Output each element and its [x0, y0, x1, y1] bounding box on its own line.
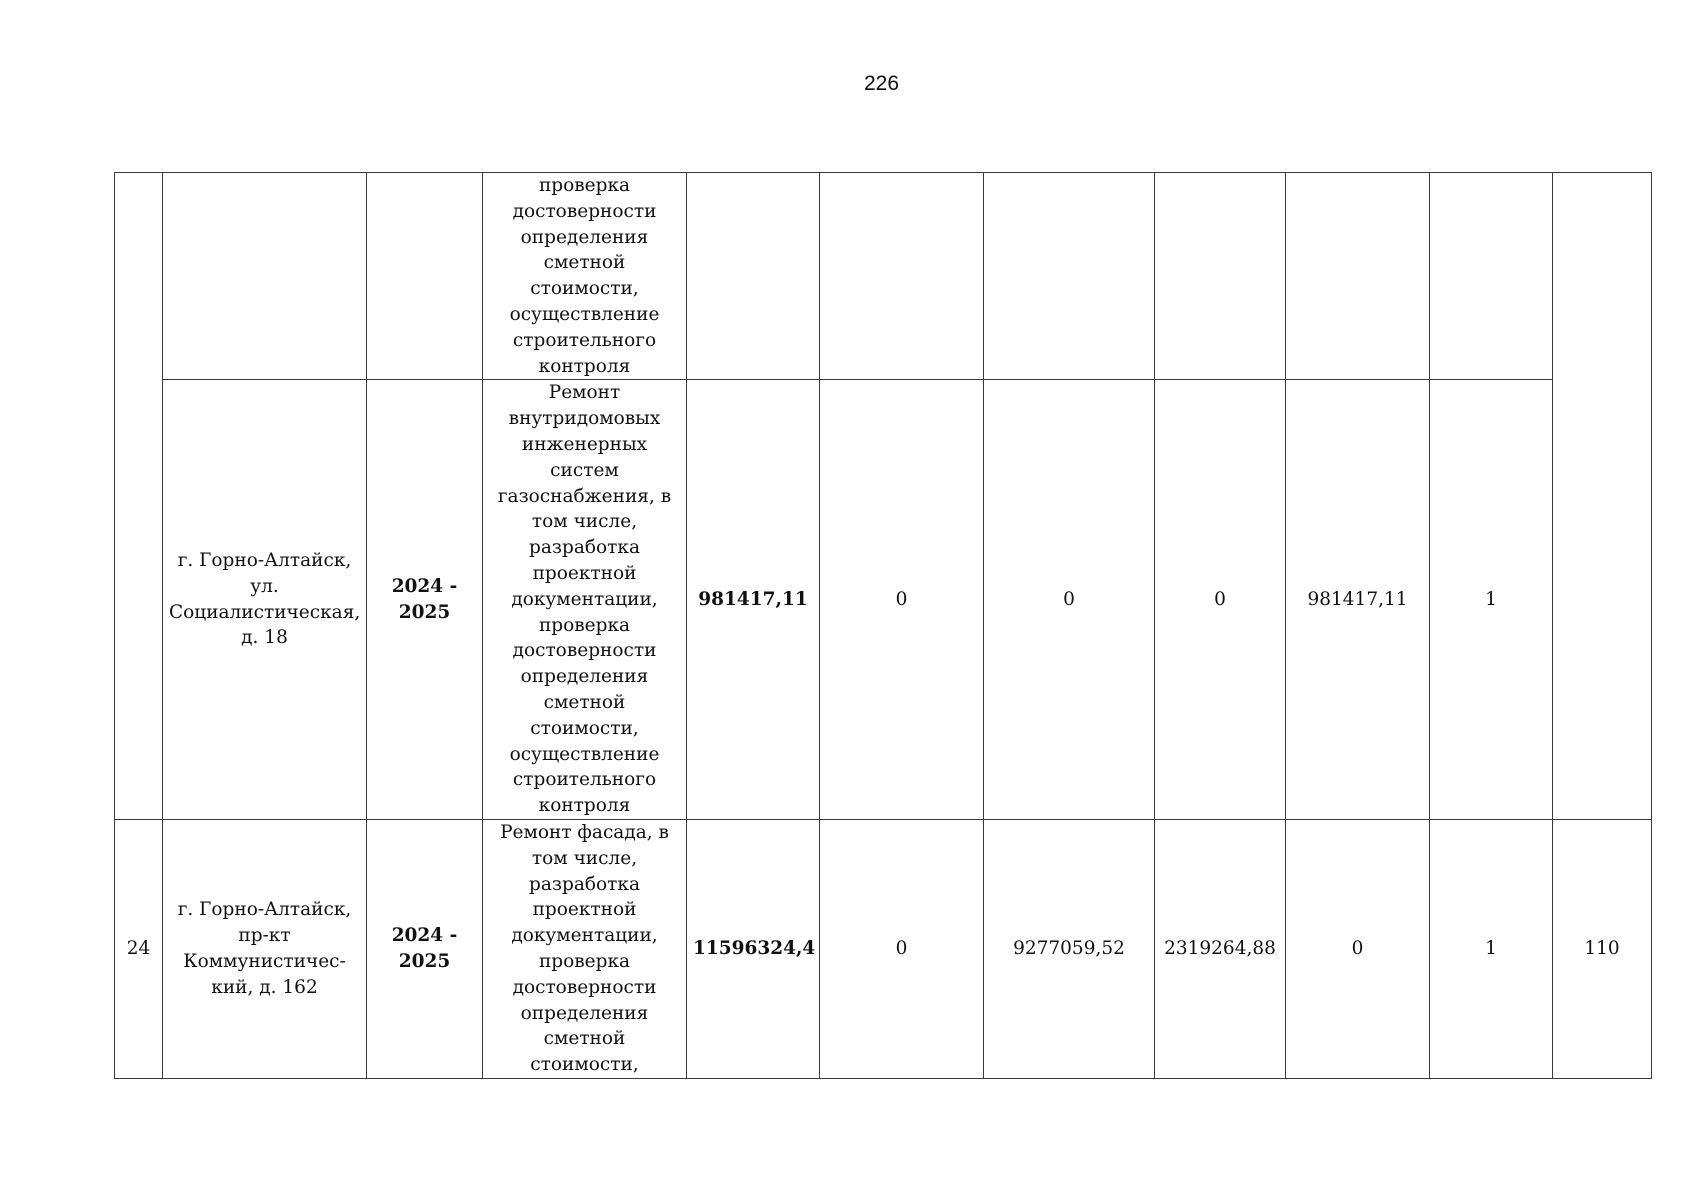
work-description-cell: проверка достоверности определения сметной стоимости, осуществление строительного контроля	[483, 173, 687, 380]
address-cell	[163, 173, 367, 380]
value-cell: 1	[1430, 380, 1553, 820]
value-cell: 1	[1430, 819, 1553, 1078]
last-column-cell	[1553, 173, 1652, 820]
value-cell: 0	[984, 380, 1155, 820]
value-cell	[820, 173, 984, 380]
value-cell	[1155, 173, 1286, 380]
period-cell: 2024 - 2025	[367, 819, 483, 1078]
work-description-cell: Ремонт внутридомовых инженерных систем газоснабжения, в том числе, разработка проектной документации, проверка достоверности определения сметной стоимости, осуществление строительного контроля	[483, 380, 687, 820]
capital-repair-table	[114, 172, 1652, 1079]
table-row-socialisticheskaya	[115, 380, 1652, 820]
last-column-cell: 110	[1553, 819, 1652, 1078]
value-cell: 0	[820, 380, 984, 820]
period-cell: 2024 - 2025	[367, 380, 483, 820]
work-description-cell: Ремонт фасада, в том числе, разработка проектной документации, проверка достоверности определения сметной стоимости,	[483, 819, 687, 1078]
value-cell	[984, 173, 1155, 380]
table-row-kommunisticheskiy	[115, 819, 1652, 1078]
total-cost-cell: 11596324,4	[687, 819, 820, 1078]
value-cell: 0	[1286, 819, 1430, 1078]
address-cell: г. Горно-Алтайск, ул. Социалистическая, д. 18	[163, 380, 367, 820]
address-cell: г. Горно-Алтайск, пр-кт Коммунистичес- кий, д. 162	[163, 819, 367, 1078]
value-cell: 0	[1155, 380, 1286, 820]
page-number: 226	[863, 72, 900, 95]
value-cell	[1286, 173, 1430, 380]
value-cell: 981417,11	[1286, 380, 1430, 820]
row-number-cell: 24	[115, 819, 163, 1078]
value-cell	[1430, 173, 1553, 380]
total-cost-cell	[687, 173, 820, 380]
table-row-continuation	[115, 173, 1652, 380]
value-cell: 0	[820, 819, 984, 1078]
total-cost-cell: 981417,11	[687, 380, 820, 820]
row-number-cell	[115, 173, 163, 820]
period-cell	[367, 173, 483, 380]
value-cell: 9277059,52	[984, 819, 1155, 1078]
value-cell: 2319264,88	[1155, 819, 1286, 1078]
